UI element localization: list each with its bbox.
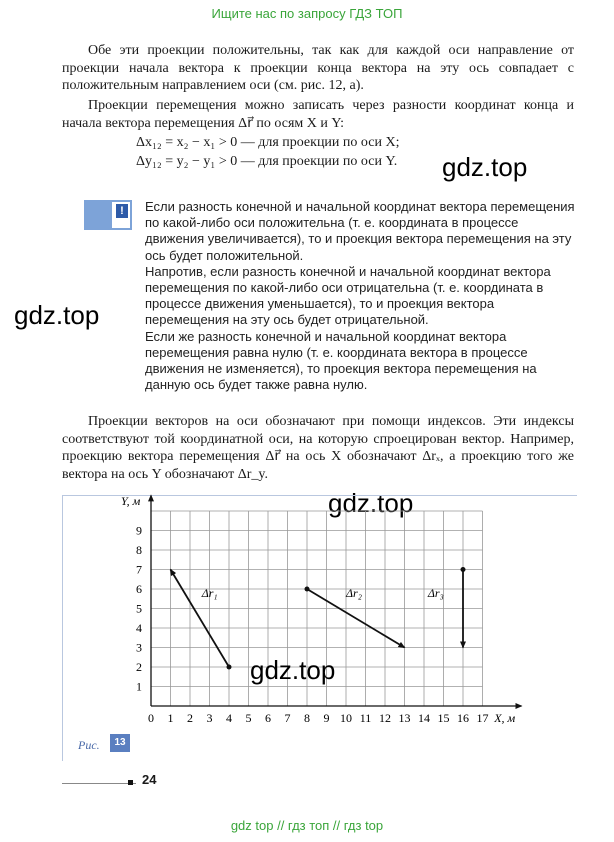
formula-x: Δx₁₂ = x₂ − x₁ > 0 — для проекции по оси X; bbox=[136, 135, 400, 150]
rule-p1: Если разность конечной и начальной координат вектора перемещения по какой-либо оси положительна (т. е. координата в процессе движения увеличивается), то и проекция вектора перемещения на эту ось будет положительной. bbox=[145, 199, 575, 263]
watermark: gdz.top bbox=[328, 488, 414, 518]
x-tick-label: 10 bbox=[340, 711, 352, 725]
figure-number: 13 bbox=[110, 734, 130, 752]
x-tick-label: 6 bbox=[265, 711, 271, 725]
x-tick-label: 5 bbox=[245, 711, 252, 725]
vector-arrow bbox=[171, 570, 230, 668]
vector-label: Δr₁ bbox=[201, 585, 218, 600]
formula-y: Δy₁₂ = y₂ − y₁ > 0 — для проекции по оси Y. bbox=[136, 154, 398, 169]
y-tick-label: 3 bbox=[136, 640, 142, 655]
y-tick-label: 4 bbox=[136, 621, 142, 635]
vector-label: Δr₂ bbox=[346, 585, 362, 600]
paragraph-2-text: Проекции перемещения можно записать через разности координат конца и начала вектора перемещения Δr⃗ по осям X и Y: bbox=[62, 98, 574, 131]
y-axis-label: Y, м bbox=[121, 494, 141, 509]
x-axis-label: X, м bbox=[494, 711, 516, 725]
page-number: 24 bbox=[142, 772, 157, 787]
exclamation-icon: ! bbox=[116, 204, 128, 218]
x-tick-label: 17 bbox=[476, 711, 489, 725]
x-tick-label: 14 bbox=[418, 711, 430, 725]
paragraph-3-text: Проекции векторов на оси обозначают при помощи индексов. Эти индексы соответствуют той координатной оси, на которую спроецирован вектор. Например, проекцию вектора перемещения Δr⃗ на ось X обозначают Δrₓ, а проекцию того же вектора на ось Y обозначают Δr_y. bbox=[62, 414, 574, 482]
y-tick-label: 7 bbox=[136, 562, 142, 577]
y-tick-label: 8 bbox=[136, 543, 142, 557]
x-tick-label: 2 bbox=[187, 711, 193, 725]
rule-p2: Напротив, если разность конечной и начальной координат вектора перемещения по какой-либо оси отрицательна (т. е. координата в процессе движения уменьшается), то и проекция вектора перемещения на эту ось будет отрицательной. bbox=[145, 263, 551, 328]
watermark: gdz.top bbox=[14, 300, 100, 330]
y-tick-label: 9 bbox=[136, 523, 142, 538]
x-tick-label: 4 bbox=[226, 711, 232, 725]
x-tick-label: 15 bbox=[437, 711, 450, 725]
y-tick-label: 6 bbox=[136, 582, 142, 596]
page-marker bbox=[128, 780, 133, 785]
watermark: gdz.top bbox=[442, 152, 528, 182]
x-tick-label: 8 bbox=[304, 711, 310, 725]
x-tick-label: 9 bbox=[323, 711, 330, 725]
page-rule bbox=[62, 783, 136, 784]
y-tick-label: 1 bbox=[136, 679, 142, 694]
x-tick-label: 3 bbox=[206, 711, 213, 725]
watermark: gdz.top bbox=[250, 655, 336, 685]
x-tick-label: 7 bbox=[284, 711, 291, 725]
x-tick-label: 11 bbox=[359, 711, 372, 725]
y-tick-label: 2 bbox=[136, 660, 142, 674]
x-tick-label: 1 bbox=[167, 711, 174, 725]
vector-label: Δr₃ bbox=[427, 585, 444, 600]
y-tick-label: 5 bbox=[136, 601, 142, 616]
x-tick-label: 13 bbox=[398, 711, 411, 725]
rule-p3: Если же разность конечной и начальной координат вектора перемещения равна нулю (т. е. координата вектора в процессе движения не изменяется), то проекция вектора перемещения на данную ось будет также равна нулю. bbox=[145, 328, 537, 393]
x-tick-label: 0 bbox=[148, 711, 154, 725]
x-tick-label: 12 bbox=[379, 711, 391, 725]
x-tick-label: 16 bbox=[457, 711, 469, 725]
site-header-link[interactable]: Ищите нас по запросу ГДЗ ТОП bbox=[211, 6, 403, 21]
footer-links[interactable]: gdz top // гдз топ // гдз top bbox=[230, 818, 384, 833]
paragraph-1-text: Обе эти проекции положительны, так как для каждой оси направление от проекции начала вектора к проекции конца вектора на эту ось совпадает с положительным направлением оси (см. рис. 12, а). bbox=[62, 43, 574, 93]
figure-caption-label: Рис. bbox=[78, 738, 100, 752]
